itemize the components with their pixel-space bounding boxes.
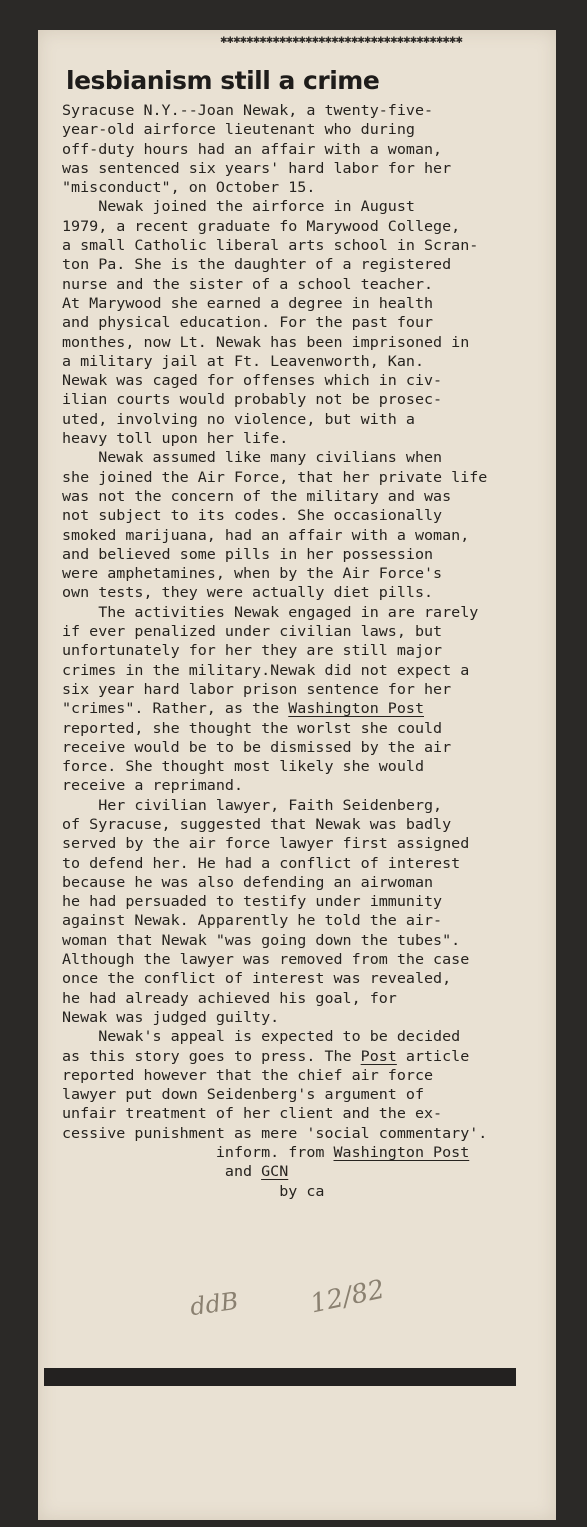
article-line: and physical education. For the past four <box>62 314 434 332</box>
article-line: crimes in the military.Newak did not expect a <box>62 661 470 679</box>
article-line-text: as this story goes to press. The <box>62 1047 361 1065</box>
article-line: Although the lawyer was removed from the case <box>62 951 470 969</box>
article-line: was not the concern of the military and was <box>62 487 452 505</box>
article-line: reported, she thought the worlst she could <box>62 719 443 737</box>
article-line-with-source <box>62 699 546 718</box>
article-line: he had already achieved his goal, for <box>62 989 397 1007</box>
article-line: six year hard labor prison sentence for her <box>62 680 452 698</box>
article-line: 1979, a recent graduate fo Marywood College, <box>62 217 461 235</box>
source-reference-post: Post <box>360 1047 397 1065</box>
article-line: heavy toll upon her life. <box>62 430 289 448</box>
article-line: he had persuaded to testify under immunity <box>62 893 443 911</box>
article-line-text: "crimes". Rather, as the <box>62 700 289 718</box>
article-line: ton Pa. She is the daughter of a registered <box>62 256 452 274</box>
credit-line <box>62 1143 546 1162</box>
article-line: "misconduct", on October 15. <box>62 179 316 197</box>
article-body <box>62 101 546 1201</box>
article-line: receive a reprimand. <box>62 777 244 795</box>
decorative-star-border: ✱✱✱✱✱✱✱✱✱✱✱✱✱✱✱✱✱✱✱✱✱✱✱✱✱✱✱✱✱✱✱✱✱✱✱✱✱ <box>220 36 463 46</box>
article-line: was sentenced six years' hard labor for her <box>62 159 452 177</box>
article-line: reported however that the chief air force <box>62 1066 434 1084</box>
credit-line <box>62 1162 546 1181</box>
article-line: own tests, they were actually diet pills. <box>62 584 434 602</box>
credit-prefix: and <box>62 1163 262 1181</box>
article-line: smoked marijuana, had an affair with a woman, <box>62 526 470 544</box>
article-line: Newak was judged guilty. <box>62 1008 280 1026</box>
article-line: off-duty hours had an affair with a woman, <box>62 140 443 158</box>
article-line: a military jail at Ft. Leavenworth, Kan. <box>62 352 424 370</box>
article-headline: lesbianism still a crime <box>66 66 380 95</box>
article-line: Newak joined the airforce in August <box>62 198 415 216</box>
article-line: were amphetamines, when by the Air Force's <box>62 565 443 583</box>
article-line: year-old airforce lieutenant who during <box>62 121 415 139</box>
article-line: receive would be to be dismissed by the air <box>62 738 452 756</box>
article-line: to defend her. He had a conflict of interest <box>62 854 461 872</box>
article-line: a small Catholic liberal arts school in Scran- <box>62 237 479 255</box>
byline: by ca <box>62 1182 325 1200</box>
credit-source-washington-post: Washington Post <box>333 1144 470 1162</box>
article-line: not subject to its codes. She occasionally <box>62 507 443 525</box>
bottom-black-rule <box>44 1368 516 1386</box>
article-line: against Newak. Apparently he told the air- <box>62 912 443 930</box>
article-line: force. She thought most likely she would <box>62 758 424 776</box>
article-line: she joined the Air Force, that her private life <box>62 468 488 486</box>
article-line: Syracuse N.Y.--Joan Newak, a twenty-five- <box>62 102 434 119</box>
article-line: uted, involving no violence, but with a <box>62 410 415 428</box>
article-line: The activities Newak engaged in are rarely <box>62 603 479 621</box>
article-line: unfortunately for her they are still major <box>62 642 443 660</box>
credit-source-gcn: GCN <box>261 1163 289 1181</box>
article-line-text: article <box>396 1047 470 1065</box>
credit-prefix: inform. from <box>62 1144 334 1162</box>
article-line: monthes, now Lt. Newak has been imprisoned in <box>62 333 470 351</box>
article-line: lawyer put down Seidenberg's argument of <box>62 1086 424 1104</box>
article-line: if ever penalized under civilian laws, but <box>62 623 443 641</box>
article-line: once the conflict of interest was revealed, <box>62 970 452 988</box>
source-reference-washington-post: Washington Post <box>288 700 424 718</box>
article-line: because he was also defending an airwoman <box>62 873 434 891</box>
handwritten-annotation-date: 12/82 <box>307 1274 388 1320</box>
article-line: of Syracuse, suggested that Newak was badly <box>62 815 452 833</box>
article-line: Newak assumed like many civilians when <box>62 449 443 467</box>
article-line: Her civilian lawyer, Faith Seidenberg, <box>62 796 443 814</box>
handwritten-annotation-initials: ddB <box>188 1286 241 1322</box>
article-line: cessive punishment as mere 'social commentary'. <box>62 1124 488 1142</box>
article-line: Newak was caged for offenses which in civ- <box>62 372 443 390</box>
article-line: At Marywood she earned a degree in health <box>62 294 434 312</box>
article-line-with-source <box>62 1047 546 1066</box>
article-line: Newak's appeal is expected to be decided <box>62 1028 461 1046</box>
article-line: and believed some pills in her possession <box>62 545 434 563</box>
article-line: ilian courts would probably not be prosec- <box>62 391 443 409</box>
article-line: unfair treatment of her client and the ex- <box>62 1105 443 1123</box>
article-line: woman that Newak "was going down the tubes". <box>62 931 461 949</box>
article-line: served by the air force lawyer first assigned <box>62 835 470 853</box>
article-line: nurse and the sister of a school teacher. <box>62 275 434 293</box>
